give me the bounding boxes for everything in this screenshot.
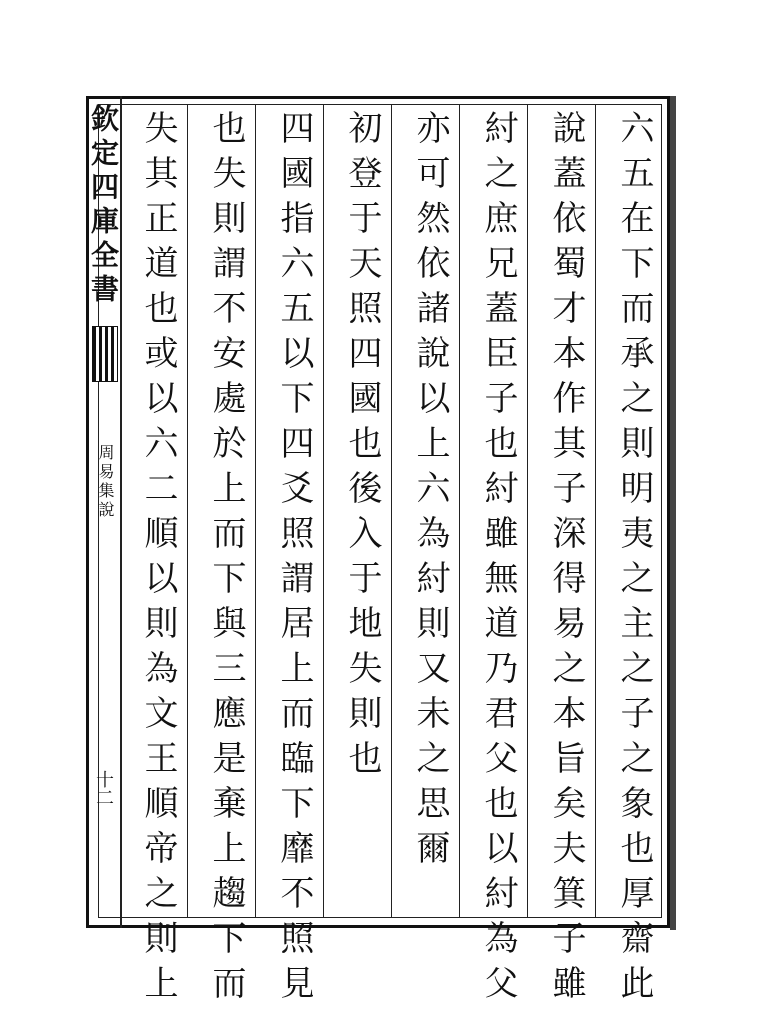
fishtail-mark-icon (92, 326, 118, 382)
text-column-3: 紂之庶兄蓋臣子也紂雖無道乃君父也以紂為父 (478, 110, 518, 1010)
column-separator (391, 104, 392, 918)
text-column-7: 也失則謂不安處於上而下與三應是棄上趨下而 (206, 110, 246, 1010)
text-column-4: 亦可然依諸說以上六為紂則又未之思爾 (410, 110, 450, 875)
column-separator (187, 104, 188, 918)
page-number: 十二 (93, 770, 114, 806)
text-column-6: 四國指六五以下四爻照謂居上而臨下靡不照見 (274, 110, 314, 1010)
text-column-8: 失其正道也或以六二順以則為文王順帝之則上 (138, 110, 178, 1010)
column-separator (459, 104, 460, 918)
column-separator (323, 104, 324, 918)
book-title: 周易集說 (96, 444, 115, 520)
text-column-2: 說蓋依蜀才本作其子深得易之本旨矣夫箕子雖 (546, 110, 586, 1010)
text-column-1: 六五在下而承之則明夷之主之子之象也厚齋此 (614, 110, 654, 1010)
column-separator (255, 104, 256, 918)
column-separator (595, 104, 596, 918)
page-edge-shadow (670, 96, 676, 930)
collection-title: 欽定四庫全書 (87, 104, 120, 308)
column-separator (527, 104, 528, 918)
margin-divider (120, 96, 122, 928)
text-column-5: 初登于天照四國也後入于地失則也 (342, 110, 382, 785)
